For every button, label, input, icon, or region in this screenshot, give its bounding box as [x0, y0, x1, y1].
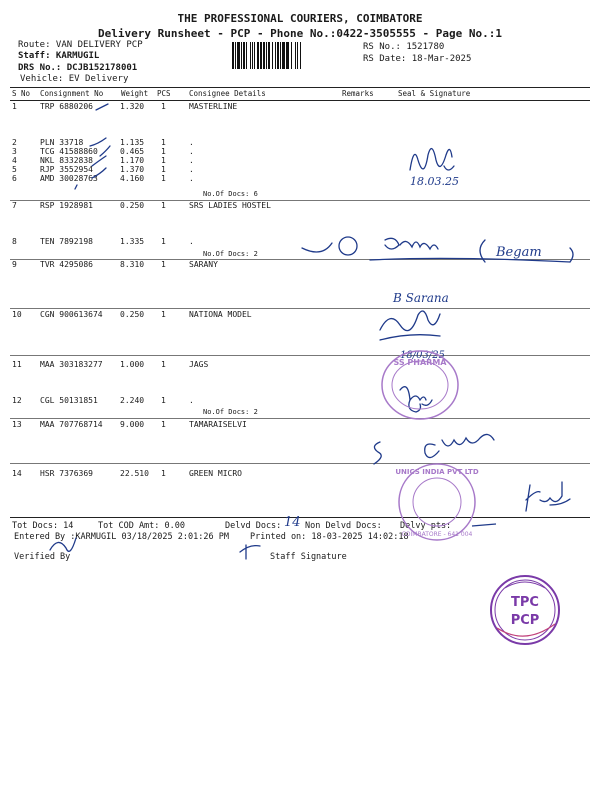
cell-pcs: 1	[161, 237, 166, 246]
cell-sno: 1	[12, 102, 17, 111]
total-cod-amount: Tot COD Amt: 0.00	[98, 521, 185, 531]
cell-pcs: 1	[161, 396, 166, 405]
cell-consignment: HSR 7376369	[40, 469, 93, 478]
cell-consignment: MAA 303183277	[40, 360, 103, 369]
table-top-rule	[10, 87, 590, 88]
cell-sno: 11	[12, 360, 22, 369]
handwritten-marks	[40, 100, 600, 580]
cell-consignment: MAA 707768714	[40, 420, 103, 429]
cell-consignee: .	[189, 138, 194, 147]
cell-weight: 4.160	[120, 174, 145, 183]
cell-consignment: CGN 900613674	[40, 310, 103, 319]
cell-pcs: 1	[161, 201, 166, 210]
route-label: Route: VAN DELIVERY PCP	[18, 40, 143, 50]
total-docs: Tot Docs: 14	[12, 521, 74, 531]
cell-sno: 7	[12, 201, 17, 210]
cell-pcs: 1	[161, 420, 166, 429]
cell-consignee: NATIONA MODEL	[189, 310, 252, 319]
cell-weight: 1.170	[120, 156, 145, 165]
staff-signature-label: Staff Signature	[270, 552, 347, 562]
cell-weight: 1.335	[120, 237, 145, 246]
cell-sno: 8	[12, 237, 17, 246]
cell-weight: 0.250	[120, 310, 145, 319]
cell-sno: 3	[12, 147, 17, 156]
cell-consignee: .	[189, 237, 194, 246]
cell-pcs: 1	[161, 147, 166, 156]
cell-consignment: PLN 33718	[40, 138, 84, 147]
cell-consignment: TVR 4295086	[40, 260, 93, 269]
cell-weight: 8.310	[120, 260, 145, 269]
cell-weight: 0.465	[120, 147, 145, 156]
cell-sno: 12	[12, 396, 22, 405]
cell-sno: 2	[12, 138, 17, 147]
cell-sno: 13	[12, 420, 22, 429]
entered-by: Entered By :KARMUGIL 03/18/2025 2:01:26 PM	[14, 532, 229, 542]
cell-consignment: RSP 1928981	[40, 201, 93, 210]
cell-consignee: JAGS	[189, 360, 209, 369]
cell-weight: 0.250	[120, 201, 145, 210]
cell-pcs: 1	[161, 102, 166, 111]
col-sno: S No	[12, 89, 31, 98]
cell-sno: 5	[12, 165, 17, 174]
rs-number: RS No.: 1521780	[363, 42, 445, 52]
delivery-points: Delvy pts:	[400, 521, 452, 531]
cell-weight: 9.000	[120, 420, 145, 429]
doc-count-group2: No.Of Docs: 2	[203, 250, 258, 258]
svg-text:TPC: TPC	[511, 595, 539, 610]
cell-sno: 6	[12, 174, 17, 183]
rs-date: RS Date: 18-Mar-2025	[363, 54, 472, 64]
svg-text:UNICS INDIA PVT LTD: UNICS INDIA PVT LTD	[395, 468, 479, 476]
handwritten-begam: Begam	[496, 245, 542, 260]
cell-consignment: CGL 50131851	[40, 396, 98, 405]
drs-number: DRS No.: DCJB152178001	[18, 63, 138, 73]
cell-sno: 14	[12, 469, 22, 478]
cell-consignee: .	[189, 156, 194, 165]
cell-consignee: .	[189, 396, 194, 405]
cell-consignee: GREEN MICRO	[189, 469, 242, 478]
cell-consignee: MASTERLINE	[189, 102, 238, 111]
barcode	[232, 42, 354, 69]
verified-by: Verified By	[14, 552, 71, 562]
cell-consignee: SARANY	[189, 260, 218, 269]
cell-sno: 4	[12, 156, 17, 165]
cell-consignment: TRP 6880206	[40, 102, 93, 111]
staff-label: Staff: KARMUGIL	[18, 51, 100, 61]
cell-pcs: 1	[161, 469, 166, 478]
cell-weight: 1.135	[120, 138, 145, 147]
cell-consignment: TEN 7892198	[40, 237, 93, 246]
cell-consignee: TAMARAISELVI	[189, 420, 247, 429]
cell-pcs: 1	[161, 156, 166, 165]
cell-sno: 9	[12, 260, 17, 269]
cell-consignee: .	[189, 165, 194, 174]
handwritten-date-1: 18.03.25	[410, 175, 459, 188]
cell-pcs: 1	[161, 310, 166, 319]
col-pcs: PCS	[157, 89, 171, 98]
col-remarks: Remarks	[342, 89, 374, 98]
cell-weight: 2.240	[120, 396, 145, 405]
handwritten-sarana: B Sarana	[393, 291, 449, 305]
handwritten-date-2: 18/03/25	[400, 350, 445, 361]
cell-consignee: SRS LADIES HOSTEL	[189, 201, 271, 210]
cell-consignee: .	[189, 174, 194, 183]
cell-pcs: 1	[161, 165, 166, 174]
cell-consignment: TCG 41588860	[40, 147, 98, 156]
doc-count-group1: No.Of Docs: 6	[203, 190, 258, 198]
col-weight: Weight	[121, 89, 149, 98]
doc-count-group3: No.Of Docs: 2	[203, 408, 258, 416]
cell-consignee: .	[189, 147, 194, 156]
cell-consignment: NKL 8332838	[40, 156, 93, 165]
col-consignee: Consignee Details	[189, 89, 266, 98]
printed-on: Printed on: 18-03-2025 14:02:18	[250, 532, 409, 542]
col-consignment: Consignment No	[40, 89, 104, 98]
svg-text:SS PHARMA: SS PHARMA	[393, 358, 447, 367]
vehicle-label: Vehicle: EV Delivery	[20, 74, 129, 84]
svg-text:COIMBATORE - 641 004: COIMBATORE - 641 004	[401, 531, 473, 538]
cell-weight: 1.000	[120, 360, 145, 369]
cell-pcs: 1	[161, 138, 166, 147]
runsheet-subtitle: Delivery Runsheet - PCP - Phone No.:0422-3505555 - Page No.:1	[98, 27, 502, 40]
delivered-docs: Delvd Docs:	[225, 521, 282, 531]
non-delivered-docs: Non Delvd Docs:	[305, 521, 382, 531]
pcp-stamp	[485, 570, 565, 650]
cell-pcs: 1	[161, 260, 166, 269]
cell-sno: 10	[12, 310, 22, 319]
col-seal-signature: Seal & Signature	[398, 89, 471, 98]
cell-consignment: AMD 30028763	[40, 174, 98, 183]
cell-consignment: RJP 3552954	[40, 165, 93, 174]
cell-weight: 22.510	[120, 469, 149, 478]
cell-pcs: 1	[161, 360, 166, 369]
cell-weight: 1.320	[120, 102, 145, 111]
svg-text:PCP: PCP	[510, 613, 540, 628]
cell-pcs: 1	[161, 174, 166, 183]
company-title: THE PROFESSIONAL COURIERS, COIMBATORE	[177, 12, 423, 25]
cell-weight: 1.370	[120, 165, 145, 174]
handwritten-delivered-count: 14	[284, 515, 301, 530]
unics-india-stamp	[392, 460, 482, 545]
ss-pharma-stamp	[375, 345, 465, 425]
